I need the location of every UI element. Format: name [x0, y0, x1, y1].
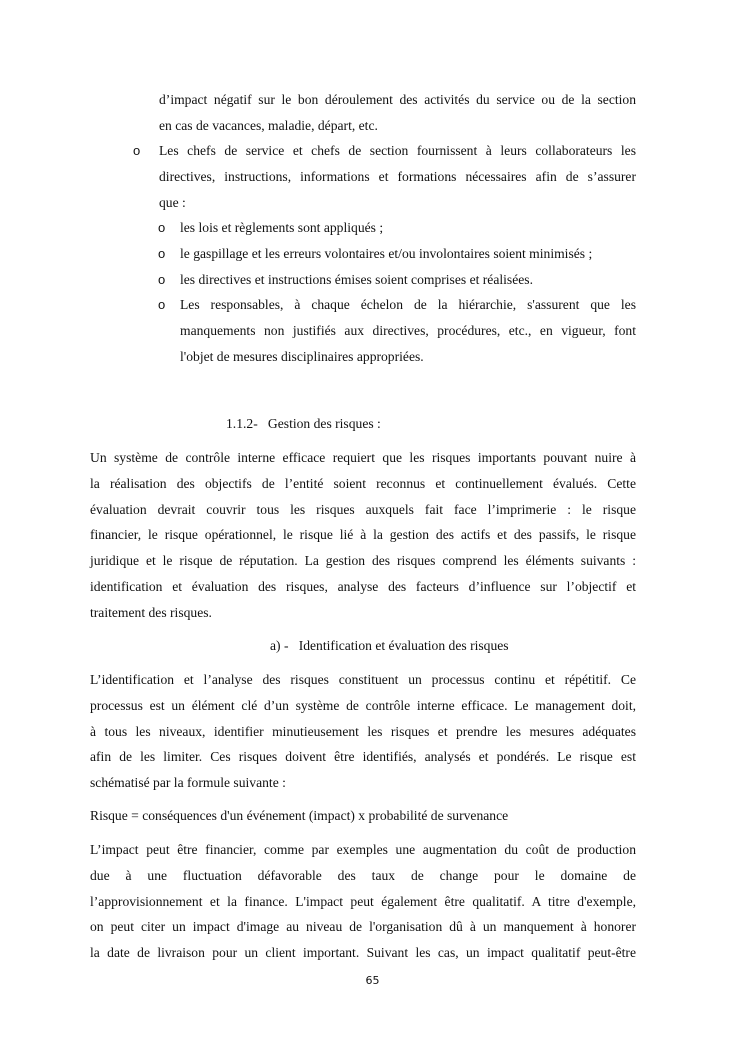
bullet-marker: o [158, 271, 166, 287]
text-line: évaluation devrait couvrir tous les risques auxquels fait face l’imprimerie : le risque [90, 501, 636, 517]
bullet-marker: o [133, 143, 141, 158]
text-line: afin de les limiter. Ces risques doivent être identifiés, analysés et pondérés. Le risque est [90, 749, 636, 765]
bullet-marker: o [158, 220, 166, 235]
text-line: le gaspillage et les erreurs volontaires et/ou involontaires soient minimisés ; [180, 245, 593, 261]
text-line: l’approvisionnement et la finance. L'impact peut également être qualitatif. A titre d'exemple, [90, 893, 636, 909]
text-line: Les chefs de service et chefs de section fournissent à leurs collaborateurs les [159, 143, 636, 158]
bullet-marker: o [158, 245, 166, 261]
text-line: processus est un élément clé d’un système de contrôle interne efficace. Le management doit, [90, 697, 636, 713]
text-line: Un système de contrôle interne efficace requiert que les risques importants pouvant nuire à [90, 450, 636, 465]
text-line: financier, le risque opérationnel, le risque lié à la gestion des actifs et des passifs, le risque [90, 527, 636, 543]
paragraph-risk-management [90, 445, 636, 626]
text-line: les lois et règlements sont appliqués ; [180, 220, 384, 235]
text-line: juridique et le risque de réputation. La gestion des risques comprend les éléments suivants : [90, 553, 636, 569]
section-heading [226, 411, 381, 437]
text-line: Les responsables, à chaque échelon de la hiérarchie, s'assurent que les [180, 297, 636, 313]
text-line: traitement des risques. [90, 604, 212, 620]
sub-bullet-item [158, 292, 636, 369]
text-line: d’impact négatif sur le bon déroulement des activités du service ou de la section [159, 92, 636, 107]
text-line: la date de livraison pour un client important. Suivant les cas, un impact qualitatif peut-être [90, 945, 636, 961]
sub-bullet-item [158, 267, 636, 293]
paragraph-impact [90, 837, 636, 966]
bullet-text [159, 138, 636, 215]
text-line: due à une fluctuation défavorable des taux de change pour le domaine de [90, 867, 636, 883]
text-line: L’impact peut être financier, comme par exemples une augmentation du coût de production [90, 842, 636, 857]
sub-bullet-item [158, 241, 636, 267]
text-line: la réalisation des objectifs de l’entité soient reconnus et continuellement évalués. Cette [90, 475, 636, 491]
risk-formula: Risque = conséquences d'un événement (impact) x probabilité de survenance [90, 808, 509, 823]
text-line: que : [159, 194, 186, 210]
text-line: les directives et instructions émises soient comprises et réalisées. [180, 271, 533, 287]
subsection-title: Identification et évaluation des risques [298, 638, 509, 653]
text-line: identification et évaluation des risques, analyse des facteurs d’influence sur l’objectif et [90, 578, 636, 594]
section-title: Gestion des risques : [267, 416, 381, 431]
bullet-item-chefs [133, 138, 636, 215]
page-number: 65 [365, 974, 380, 987]
subsection-number: a) - [270, 638, 289, 653]
text-line: directives, instructions, informations et formations nécessaires afin de s’assurer [159, 168, 636, 184]
subsection-heading [270, 633, 509, 659]
text-line: manquements non justifiés aux directives, procédures, etc., en vigueur, font [180, 323, 636, 339]
paragraph-identification [90, 667, 636, 796]
text-line: à tous les niveaux, identifier minutieusement les risques et prendre les mesures adéquates [90, 723, 636, 739]
sub-bullet-item [158, 215, 636, 241]
continuation-text [159, 87, 636, 139]
text-line: L’identification et l’analyse des risques constituent un processus continu et répétitif. Ce [90, 672, 636, 687]
text-line: on peut citer un impact d'image au niveau de l'organisation dû à un manquement à honorer [90, 919, 636, 935]
sub-bullet-list [158, 215, 636, 370]
text-line: en cas de vacances, maladie, départ, etc. [159, 117, 378, 133]
section-number: 1.1.2- [226, 416, 258, 431]
text-line: schématisé par la formule suivante : [90, 775, 286, 791]
text-line: l'objet de mesures disciplinaires appropriées. [180, 348, 424, 364]
bullet-marker: o [158, 297, 166, 313]
